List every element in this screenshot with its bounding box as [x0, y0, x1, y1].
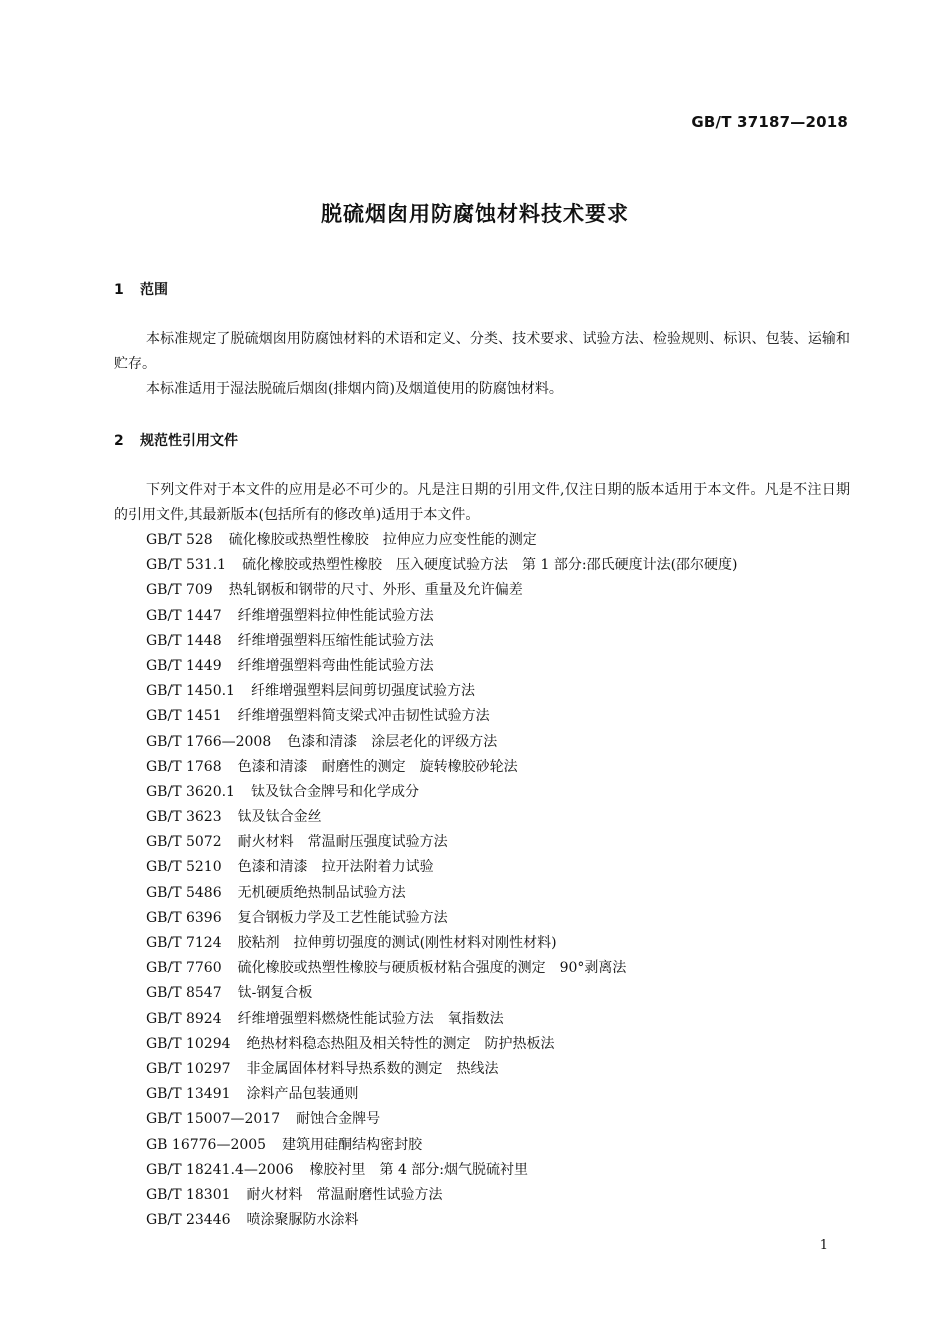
- section-2-heading: [114, 430, 238, 450]
- reference-code: GB/T 10294: [146, 1035, 231, 1052]
- reference-title: 色漆和清漆 涂层老化的评级方法: [287, 733, 498, 750]
- reference-item: [146, 730, 738, 755]
- reference-code: GB/T 1447: [146, 607, 222, 624]
- reference-title: 胶粘剂 拉伸剪切强度的测试(刚性材料对刚性材料): [237, 935, 557, 951]
- reference-title: 纤维增强塑料压缩性能试验方法: [237, 632, 434, 649]
- section-2-number: 2: [114, 433, 124, 449]
- reference-title: 纤维增强塑料层间剪切强度试验方法: [250, 683, 475, 700]
- reference-item: [146, 881, 738, 906]
- reference-item: [146, 931, 738, 956]
- reference-title: 钛-钢复合板: [237, 985, 313, 1002]
- reference-title: 热轧钢板和钢带的尺寸、外形、重量及允许偏差: [228, 582, 523, 599]
- reference-item: [146, 1032, 738, 1057]
- reference-title: 色漆和清漆 拉开法附着力试验: [237, 859, 434, 876]
- reference-title: 耐火材料 常温耐压强度试验方法: [237, 834, 448, 851]
- section-1-title: 范围: [140, 282, 168, 298]
- reference-title: 色漆和清漆 耐磨性的测定 旋转橡胶砂轮法: [237, 758, 518, 775]
- section-1-heading: [114, 279, 168, 299]
- reference-title: 纤维增强塑料燃烧性能试验方法 氧指数法: [237, 1010, 504, 1027]
- reference-code: GB/T 709: [146, 582, 213, 599]
- section-1-number: 1: [114, 282, 124, 298]
- reference-item: [146, 1208, 738, 1233]
- reference-title: 耐蚀合金牌号: [296, 1111, 381, 1128]
- reference-item: [146, 1133, 738, 1158]
- reference-code: GB/T 18241.4—2006: [146, 1161, 294, 1178]
- reference-item: [146, 553, 738, 578]
- reference-title: 纤维增强塑料弯曲性能试验方法: [237, 657, 434, 674]
- document-title: 脱硫烟囱用防腐蚀材料技术要求: [321, 202, 629, 226]
- reference-code: GB/T 1766—2008: [146, 733, 272, 750]
- reference-title: 橡胶衬里 第 4 部分:烟气脱硫衬里: [309, 1161, 529, 1178]
- reference-item: [146, 1158, 738, 1183]
- reference-code: GB/T 1448: [146, 632, 222, 649]
- reference-code: GB/T 1451: [146, 708, 222, 725]
- reference-code: GB/T 8547: [146, 985, 222, 1002]
- section-2-title: 规范性引用文件: [140, 433, 238, 449]
- reference-item: [146, 1007, 738, 1032]
- reference-title: 非金属固体材料导热系数的测定 热线法: [246, 1060, 499, 1077]
- reference-item: [146, 629, 738, 654]
- reference-item: [146, 704, 738, 729]
- reference-title: 纤维增强塑料简支梁式冲击韧性试验方法: [237, 708, 490, 725]
- reference-code: GB/T 5072: [146, 834, 222, 851]
- reference-item: [146, 855, 738, 880]
- reference-code: GB 16776—2005: [146, 1136, 267, 1153]
- reference-list: [146, 528, 738, 1233]
- reference-title: 硫化橡胶或热塑性橡胶与硬质板材粘合强度的测定 90°剥离法: [237, 960, 627, 977]
- reference-code: GB/T 1449: [146, 657, 222, 674]
- reference-title: 绝热材料稳态热阻及相关特性的测定 防护热板法: [246, 1035, 555, 1052]
- reference-item: [146, 906, 738, 931]
- reference-code: GB/T 3623: [146, 809, 222, 826]
- reference-code: GB/T 7124: [146, 935, 222, 951]
- reference-item: [146, 528, 738, 553]
- reference-item: [146, 604, 738, 629]
- reference-item: [146, 755, 738, 780]
- page-number: 1: [819, 1238, 828, 1253]
- standard-number: GB/T 37187—2018: [691, 113, 848, 131]
- reference-title: 纤维增强塑料拉伸性能试验方法: [237, 607, 434, 624]
- reference-title: 硫化橡胶或热塑性橡胶 拉伸应力应变性能的测定: [228, 532, 537, 548]
- reference-item: [146, 956, 738, 981]
- reference-code: GB/T 18301: [146, 1186, 231, 1203]
- reference-code: GB/T 531.1: [146, 557, 227, 574]
- reference-item: [146, 654, 738, 679]
- reference-item: [146, 679, 738, 704]
- reference-item: [146, 981, 738, 1006]
- reference-title: 复合钢板力学及工艺性能试验方法: [237, 909, 448, 926]
- reference-item: [146, 578, 738, 603]
- reference-title: 硫化橡胶或热塑性橡胶 压入硬度试验方法 第 1 部分:邵氏硬度计法(邵尔硬度): [242, 557, 738, 574]
- reference-title: 钛及钛合金牌号和化学成分: [250, 783, 419, 800]
- reference-code: GB/T 7760: [146, 960, 222, 977]
- reference-title: 涂料产品包装通则: [246, 1086, 359, 1103]
- reference-code: GB/T 6396: [146, 909, 222, 926]
- reference-item: [146, 1082, 738, 1107]
- section-2-intro: 下列文件对于本文件的应用是必不可少的。凡是注日期的引用文件,仅注日期的版本适用于本文件。凡是不注日期的引用文件,其最新版本(包括所有的修改单)适用于本文件。: [114, 482, 850, 523]
- reference-code: GB/T 3620.1: [146, 783, 235, 800]
- reference-code: GB/T 13491: [146, 1086, 231, 1103]
- reference-item: [146, 1183, 738, 1208]
- reference-item: [146, 805, 738, 830]
- reference-code: GB/T 8924: [146, 1010, 222, 1027]
- reference-title: 建筑用硅酮结构密封胶: [282, 1136, 423, 1153]
- reference-item: [146, 780, 738, 805]
- reference-code: GB/T 5210: [146, 859, 222, 876]
- section-1-paragraph-1: 本标准规定了脱硫烟囱用防腐蚀材料的术语和定义、分类、技术要求、试验方法、检验规则、标识、包装、运输和贮存。: [114, 331, 850, 372]
- reference-title: 钛及钛合金丝: [237, 809, 322, 826]
- reference-title: 无机硬质绝热制品试验方法: [237, 884, 406, 901]
- section-1-paragraph-2: 本标准适用于湿法脱硫后烟囱(排烟内筒)及烟道使用的防腐蚀材料。: [146, 381, 563, 397]
- reference-code: GB/T 15007—2017: [146, 1111, 281, 1128]
- reference-code: GB/T 5486: [146, 884, 222, 901]
- reference-code: GB/T 23446: [146, 1212, 231, 1229]
- reference-title: 耐火材料 常温耐磨性试验方法: [246, 1186, 443, 1203]
- reference-title: 喷涂聚脲防水涂料: [246, 1212, 359, 1229]
- reference-item: [146, 1107, 738, 1132]
- reference-code: GB/T 528: [146, 532, 213, 548]
- reference-code: GB/T 1768: [146, 758, 222, 775]
- reference-code: GB/T 1450.1: [146, 683, 235, 700]
- reference-item: [146, 830, 738, 855]
- reference-item: [146, 1057, 738, 1082]
- reference-code: GB/T 10297: [146, 1060, 231, 1077]
